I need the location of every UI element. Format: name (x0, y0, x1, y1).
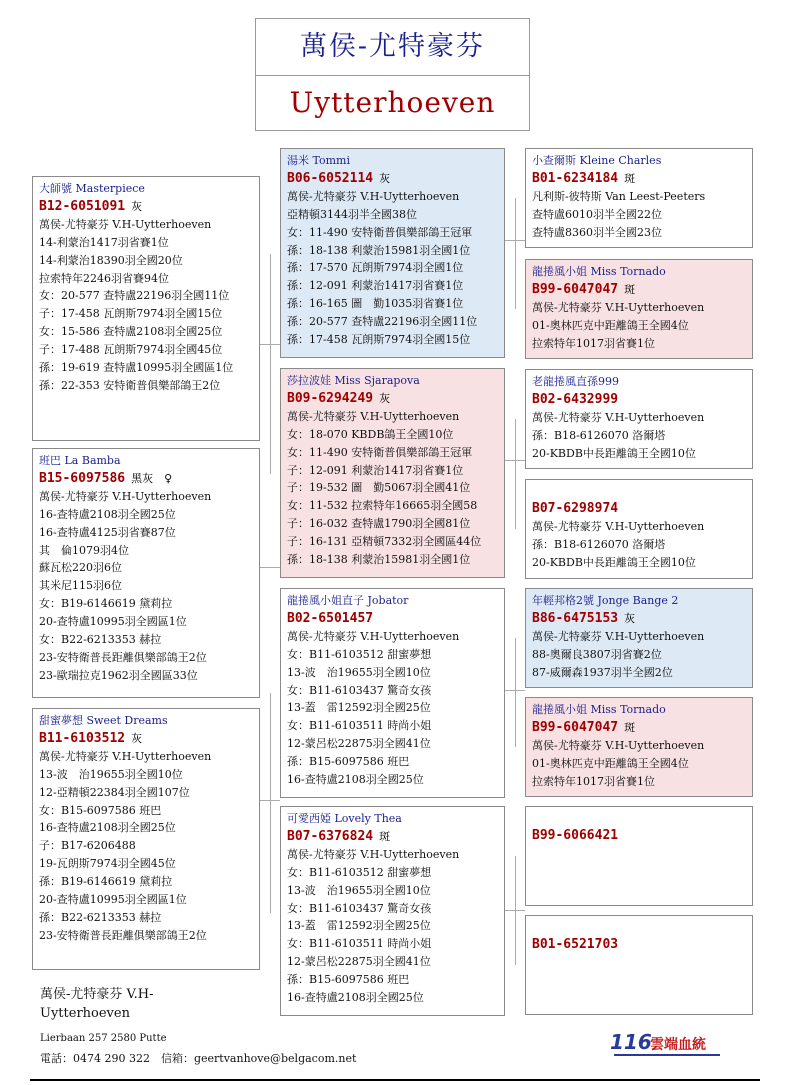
loft-title-latin: Uytterhoeven (289, 86, 496, 119)
ring-number: B99-6047047 斑 (532, 281, 636, 297)
pigeon-name: 龍捲風小姐直子 Jobator (287, 594, 409, 607)
grandparent-card (280, 368, 505, 578)
breeder-name: 萬侯-尤特豪芬 V.H-Uytterhoeven (40, 987, 154, 1021)
pigeon-line: 16-查特盧4125羽省賽87位 (39, 525, 176, 539)
ring-number: B06-6052114 灰 (287, 170, 391, 186)
pigeon-line: 12-蒙呂松22875羽全國41位 (287, 737, 431, 751)
grandparent-card (280, 148, 505, 358)
pigeon-line: 萬侯-尤特豪芬 V.H-Uytterhoeven (39, 749, 212, 763)
pigeon-line: 16-查特盧2108羽全國25位 (287, 773, 424, 787)
pigeon-line: 孫：16-165 圖 勤1035羽省賽1位 (287, 297, 464, 311)
pigeon-line: 孫：17-458 瓦朗斯7974羽全國15位 (287, 333, 471, 347)
connector-line (515, 198, 516, 309)
pigeon-line: 拉索特年2246羽省賽94位 (39, 271, 169, 285)
pigeon-line: 孫：19-619 查特盧10995羽全國區1位 (39, 361, 234, 375)
pigeon-line: 13-波 治19655羽全國10位 (287, 883, 431, 897)
pigeon-line: 23-安特衛普長距離俱樂部鴿王2位 (39, 650, 207, 664)
pigeon-line: 女：B11-6103511 時尚小姐 (287, 719, 432, 733)
pigeon-name: 甜蜜夢想 Sweet Dreams (39, 714, 168, 727)
dam-pigeon-card (32, 448, 260, 698)
connector-line (270, 693, 271, 913)
pigeon-lines (287, 628, 498, 789)
connector-line (270, 254, 271, 474)
pigeon-line: 女：15-586 查特盧2108羽全國25位 (39, 325, 223, 339)
pigeon-line: 孫：17-570 瓦朗斯7974羽全國1位 (287, 261, 464, 275)
pigeon-name: 年輕邦格2號 Jonge Bange 2 (532, 594, 679, 607)
breeder-address: Lierbaan 257 2580 Putte (40, 1033, 167, 1044)
pigeon-line: 20-查特盧10995羽全國區1位 (39, 893, 187, 907)
pigeon-line: 萬侯-尤特豪芬 V.H-Uytterhoeven (287, 409, 460, 423)
pigeon-line: 13-蓋 雷12592羽全國25位 (287, 701, 431, 715)
pigeon-line: 19-瓦朗斯7974羽全國45位 (39, 857, 176, 871)
pigeon-lines (532, 188, 746, 242)
pigeon-name: 莎拉波娃 Miss Sjarapova (287, 374, 420, 387)
pigeon-name: 老龍捲風直孫999 (532, 375, 619, 388)
grandparent-card (280, 806, 505, 1016)
pigeon-line: 萬侯-尤特豪芬 V.H-Uytterhoeven (532, 519, 705, 533)
pigeon-line: 女：B11-6103512 甜蜜夢想 (287, 865, 432, 879)
logo-underline (614, 1054, 720, 1056)
pigeon-line: 孫：20-577 查特盧22196羽全國11位 (287, 315, 478, 329)
bottom-rule (30, 1079, 760, 1081)
pigeon-line: 20-KBDB中長距離鴿王全國10位 (532, 555, 696, 569)
pigeon-line: 孫：B19-6146619 黛莉拉 (39, 875, 173, 889)
title-box (255, 18, 530, 131)
connector-line (505, 240, 525, 241)
connector-line (515, 638, 516, 747)
pigeon-lines (287, 408, 498, 569)
pigeon-line: 14-利蒙治18390羽全國20位 (39, 253, 183, 267)
great-grandparent-card (525, 369, 753, 469)
pigeon-line: 23-安特衛普長距離俱樂部鴿王2位 (39, 928, 207, 942)
connector-line (515, 419, 516, 529)
pigeon-color: 灰 (131, 199, 143, 213)
pigeon-line: 孫：B15-6097586 班巴 (287, 755, 410, 769)
pigeon-line: 女：18-070 KBDB鴿王全國10位 (287, 427, 454, 441)
ring-number: B07-6376824 斑 (287, 828, 391, 844)
pigeon-line: 其 倫1079羽4位 (39, 543, 129, 557)
pigeon-line: 女：B15-6097586 班巴 (39, 803, 162, 817)
pigeon-line: 拉索特年1017羽省賽1位 (532, 774, 655, 788)
pigeon-lines (287, 188, 498, 349)
breeder-contact: 電話：0474 290 322 信箱：geertvanhove@belgacom.net (40, 1052, 357, 1065)
pigeon-color: 灰 (131, 731, 143, 745)
site-logo (610, 1030, 722, 1056)
pigeon-line: 女：B11-6103511 時尚小姐 (287, 937, 432, 951)
pigeon-lines (287, 846, 498, 1007)
pigeon-color: 黑灰 ♀ (131, 471, 173, 485)
ring-number: B86-6475153 灰 (532, 610, 636, 626)
pigeon-name: 可愛西婭 Lovely Thea (287, 812, 402, 825)
great-grandparent-card (525, 479, 753, 579)
pigeon-line: 亞精頓3144羽半全國38位 (287, 207, 417, 221)
pigeon-name: 龍捲風小姐 Miss Tornado (532, 265, 666, 278)
pigeon-line: 87-威爾森1937羽半全國2位 (532, 665, 673, 679)
pigeon-line: 子：12-091 利蒙治1417羽省賽1位 (287, 463, 464, 477)
pigeon-name: 班巴 La Bamba (39, 454, 121, 467)
pigeon-line: 子：17-488 瓦朗斯7974羽全國45位 (39, 343, 223, 357)
logo-text: 雲端血統 (650, 1037, 706, 1053)
pigeon-line: 16-查特盧2108羽全國25位 (39, 821, 176, 835)
ring-number: B02-6501457 (287, 610, 374, 626)
sibling-pigeon-card (32, 708, 260, 970)
pigeon-name: 龍捲風小姐 Miss Tornado (532, 703, 666, 716)
pigeon-lines (532, 409, 746, 463)
pigeon-line: 88-奧爾良3807羽省賽2位 (532, 647, 662, 661)
pigeon-line: 孫：22-353 安特衛普俱樂部鴿王2位 (39, 378, 221, 392)
pigeon-line: 20-查特盧10995羽全國區1位 (39, 615, 187, 629)
pigeon-line: 萬侯-尤特豪芬 V.H-Uytterhoeven (532, 410, 705, 424)
pigeon-line: 20-KBDB中長距離鴿王全國10位 (532, 446, 696, 460)
pigeon-line: 子：16-131 亞精頓7332羽全國區44位 (287, 535, 482, 549)
great-grandparent-card (525, 588, 753, 688)
great-grandparent-card (525, 259, 753, 359)
pigeon-color: 斑 (624, 282, 636, 296)
great-grandparent-card (525, 915, 753, 1015)
pigeon-line: 女：B19-6146619 黛莉拉 (39, 597, 173, 611)
pigeon-line: 16-查特盧2108羽全國25位 (287, 991, 424, 1005)
pigeon-color: 灰 (624, 611, 636, 625)
connector-line (505, 460, 525, 461)
pigeon-line: 萬侯-尤特豪芬 V.H-Uytterhoeven (287, 189, 460, 203)
pigeon-line: 01-奧林匹克中距離鴿王全國4位 (532, 756, 689, 770)
pigeon-color: 斑 (624, 720, 636, 734)
pigeon-line: 12-亞精頓22384羽全國107位 (39, 785, 190, 799)
pigeon-line: 01-奧林匹克中距離鴿王全國4位 (532, 318, 689, 332)
pigeon-line: 12-蒙呂松22875羽全國41位 (287, 955, 431, 969)
ring-number: B15-6097586 黑灰 ♀ (39, 470, 173, 486)
pigeon-line: 女：B11-6103512 甜蜜夢想 (287, 647, 432, 661)
pigeon-lines (532, 628, 746, 682)
pigeon-line: 13-蓋 雷12592羽全國25位 (287, 919, 431, 933)
pigeon-lines (532, 518, 746, 572)
pigeon-lines (39, 216, 253, 395)
great-grandparent-card (525, 697, 753, 797)
pigeon-line: 孫：B18-6126070 洛爾塔 (532, 537, 666, 551)
pigeon-line: 萬侯-尤特豪芬 V.H-Uytterhoeven (532, 629, 705, 643)
pigeon-line: 萬侯-尤特豪芬 V.H-Uytterhoeven (287, 629, 460, 643)
pigeon-lines (39, 488, 253, 685)
ring-number: B01-6521703 (532, 937, 619, 952)
pigeon-line: 子：B17-6206488 (39, 839, 136, 853)
pigeon-line: 拉索特年1017羽省賽1位 (532, 336, 655, 350)
pigeon-line: 14-利蒙治1417羽省賽1位 (39, 235, 169, 249)
pigeon-line: 13-波 治19655羽全國10位 (287, 665, 431, 679)
pigeon-line: 其米尼115羽6位 (39, 579, 122, 593)
great-grandparent-card (525, 806, 753, 906)
connector-line (505, 910, 525, 911)
ring-number: B09-6294249 灰 (287, 390, 391, 406)
ring-number: B07-6298974 (532, 501, 619, 516)
pigeon-line: 孫：B15-6097586 班巴 (287, 973, 410, 987)
great-grandparent-card (525, 148, 753, 248)
pigeon-line: 萬侯-尤特豪芬 V.H-Uytterhoeven (39, 489, 212, 503)
pigeon-color: 斑 (379, 829, 391, 843)
pigeon-line: 蘇瓦松220羽6位 (39, 561, 122, 575)
pigeon-line: 女：11-490 安特衛普俱樂部鴿王冠軍 (287, 445, 473, 459)
pigeon-line: 女：B11-6103437 驚奇女孩 (287, 901, 432, 915)
pigeon-color: 斑 (624, 171, 636, 185)
ring-number: B02-6432999 (532, 391, 619, 407)
pigeon-name: 大師號 Masterpiece (39, 182, 145, 195)
pigeon-line: 23-歐瑞拉克1962羽全國區33位 (39, 668, 198, 682)
pigeon-name: 小查爾斯 Kleine Charles (532, 154, 662, 167)
subject-pigeon-card (32, 176, 260, 441)
pigeon-line: 子：19-532 圖 勤5067羽全國41位 (287, 481, 471, 495)
connector-line (260, 567, 280, 568)
pigeon-line: 孫：12-091 利蒙治1417羽省賽1位 (287, 279, 464, 293)
pigeon-line: 萬侯-尤特豪芬 V.H-Uytterhoeven (39, 217, 212, 231)
pigeon-line: 萬侯-尤特豪芬 V.H-Uytterhoeven (532, 300, 705, 314)
pigeon-lines (39, 748, 253, 945)
pigeon-line: 子：17-458 瓦朗斯7974羽全國15位 (39, 307, 223, 321)
pigeon-line: 萬侯-尤特豪芬 V.H-Uytterhoeven (532, 738, 705, 752)
pigeon-line: 查特盧8360羽半全國23位 (532, 225, 662, 239)
pigeon-line: 子：16-032 查特盧1790羽全國81位 (287, 517, 471, 531)
pigeon-lines (532, 299, 746, 353)
grandparent-card (280, 588, 505, 798)
pigeon-lines (532, 737, 746, 791)
ring-number: B99-6066421 (532, 828, 619, 843)
pigeon-line: 女：11-532 拉索特年16665羽全國58 (287, 499, 478, 513)
pigeon-line: 凡利斯-彼特斯 Van Leest-Peeters (532, 189, 706, 203)
ring-number: B01-6234184 斑 (532, 170, 636, 186)
pigeon-color: 灰 (379, 171, 391, 185)
pigeon-name: 湯米 Tommi (287, 154, 350, 167)
connector-line (505, 690, 525, 691)
loft-title-chinese: 萬侯-尤特豪芬 (256, 19, 529, 76)
pigeon-color: 灰 (379, 391, 391, 405)
pigeon-line: 孫：18-138 利蒙治15981羽全國1位 (287, 243, 471, 257)
ring-number: B99-6047047 斑 (532, 719, 636, 735)
pigeon-line: 萬侯-尤特豪芬 V.H-Uytterhoeven (287, 847, 460, 861)
pigeon-line: 孫：B18-6126070 洛爾塔 (532, 428, 666, 442)
pigeon-line: 女：B22-6213353 赫拉 (39, 633, 162, 647)
ring-number: B12-6051091 灰 (39, 198, 143, 214)
pigeon-line: 女：20-577 查特盧22196羽全國11位 (39, 289, 230, 303)
pigeon-line: 女：B11-6103437 驚奇女孩 (287, 683, 432, 697)
pigeon-line: 16-查特盧2108羽全國25位 (39, 507, 176, 521)
pigeon-line: 13-波 治19655羽全國10位 (39, 767, 183, 781)
pigeon-line: 查特盧6010羽半全國22位 (532, 207, 662, 221)
pigeon-line: 孫：B22-6213353 赫拉 (39, 910, 162, 924)
pigeon-line: 女：11-490 安特衛普俱樂部鴿王冠軍 (287, 225, 473, 239)
pigeon-line: 孫：18-138 利蒙治15981羽全國1位 (287, 553, 471, 567)
logo-number: 116 (610, 1030, 652, 1054)
ring-number: B11-6103512 灰 (39, 730, 143, 746)
